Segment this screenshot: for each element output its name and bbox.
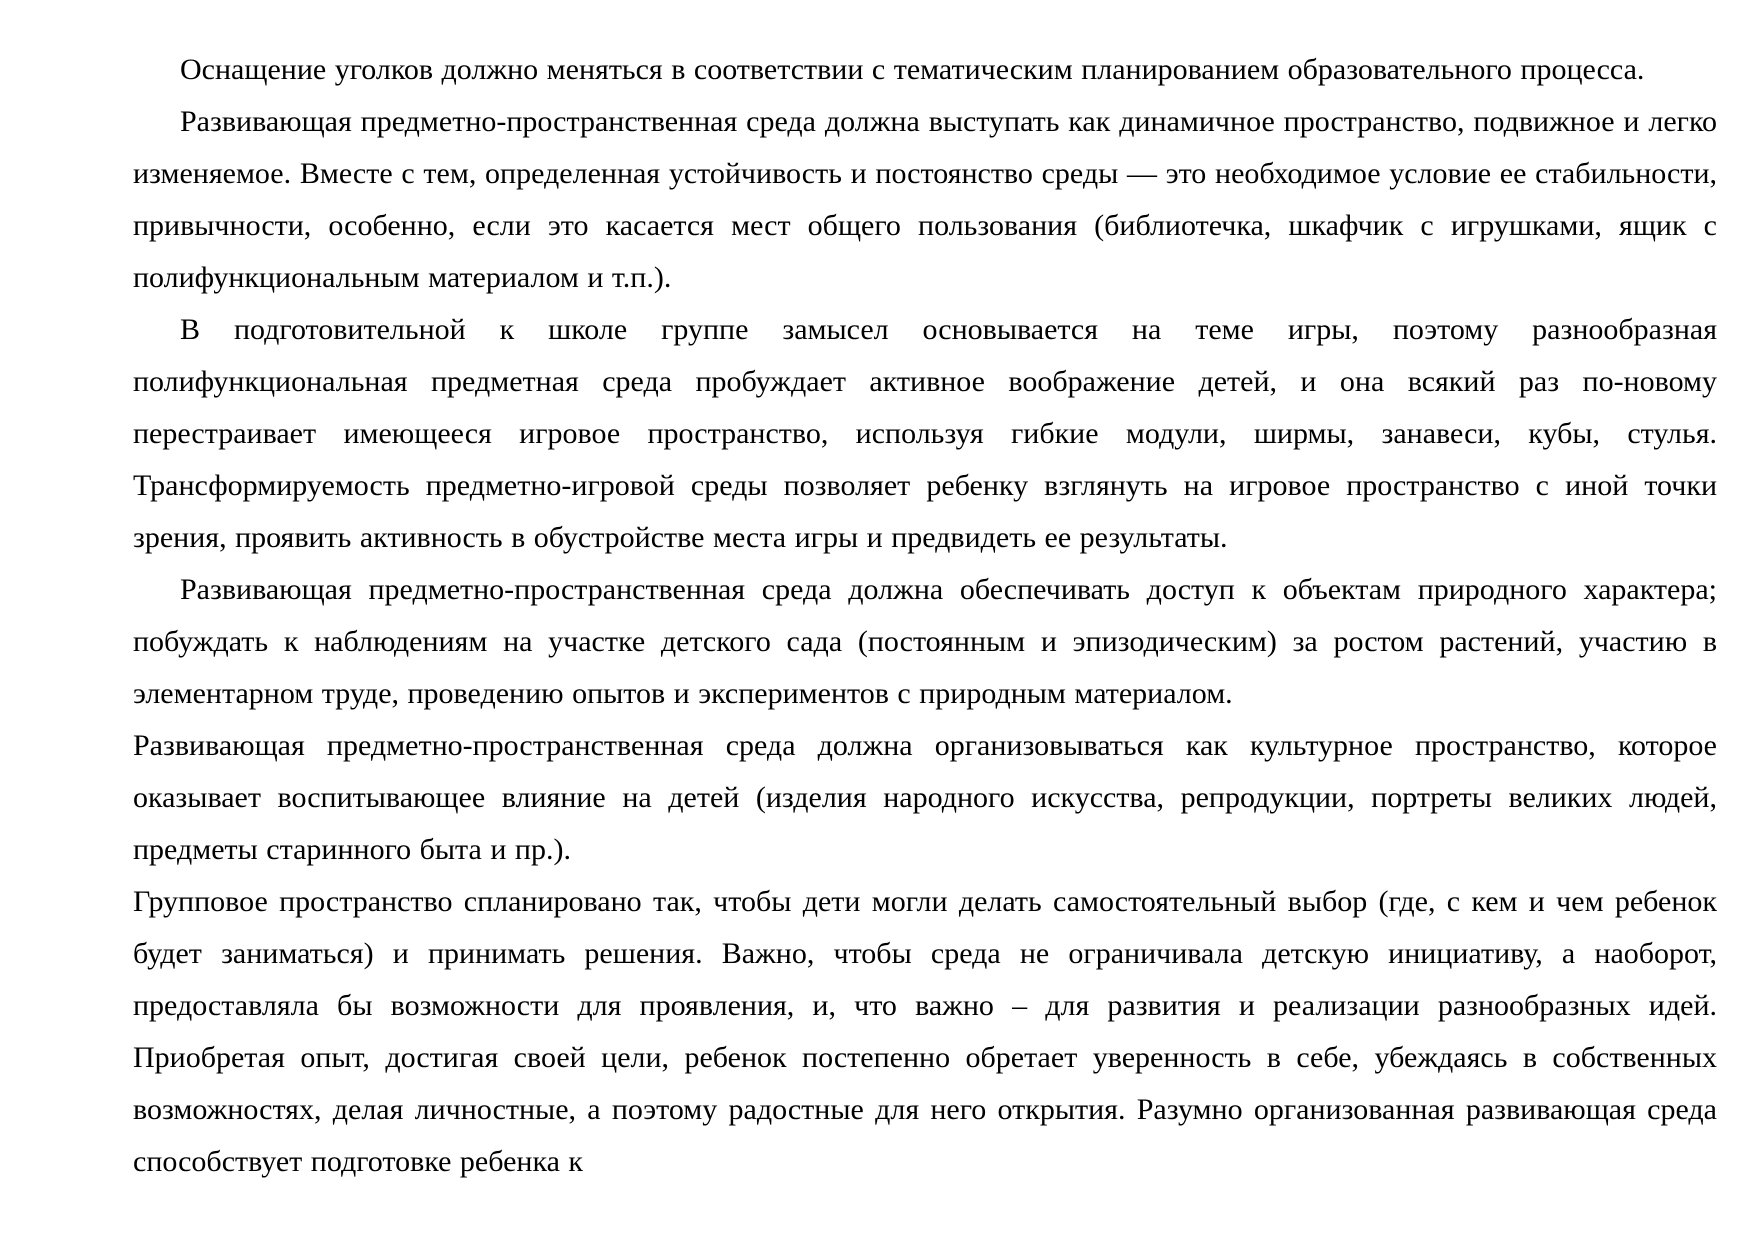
paragraph-equipment-of-corners: Оснащение уголков должно меняться в соответствии с тематическим планированием образовательного процесса.	[180, 53, 1645, 86]
paragraph-dynamic-space: Развивающая предметно-пространственная среда должна выступать как динамичное пространство, подвижное и легко изменяемое. Вместе с тем, определенная устойчивость и постоянство среды — это необходимое условие ее стабильности, привычности, особенно, если это касается мест общего пользования (библиотечка, шкафчик с игрушками, ящик с полифункциональным материалом и т.п.).	[133, 105, 1717, 294]
paragraph-natural-objects: Развивающая предметно-пространственная среда должна обеспечивать доступ к объектам природного характера; побуждать к наблюдениям на участке детского сада (постоянным и эпизодическим) за ростом растений, участию в элементарном труде, проведению опытов и экспериментов с природным материалом.	[133, 573, 1717, 710]
paragraph-cultural-space: Развивающая предметно-пространственная среда должна организовываться как культурное пространство, которое оказывает воспитывающее влияние на детей (изделия народного искусства, репродукции, портреты великих людей, предметы старинного быта и пр.).	[133, 729, 1717, 866]
paragraph-group-space: Групповое пространство спланировано так, чтобы дети могли делать самостоятельный выбор (где, с кем и чем ребенок будет заниматься) и принимать решения. Важно, чтобы среда не ограничивала детскую инициативу, а наоборот, предоставляла бы возможности для проявления, и, что важно – для развития и реализации разнообразных идей. Приобретая опыт, достигая своей цели, ребенок постепенно обретает уверенность в себе, убеждаясь в собственных возможностях, делая личностные, а поэтому радостные для него открытия. Разумно организованная развивающая среда способствует подготовке ребенка к	[133, 885, 1717, 1178]
paragraph-preparatory-group: В подготовительной к школе группе замысел основывается на теме игры, поэтому разнообразная полифункциональная предметная среда пробуждает активное воображение детей, и она всякий раз по-новому перестраивает имеющееся игровое пространство, используя гибкие модули, ширмы, занавеси, кубы, стулья. Трансформируемость предметно-игровой среды позволяет ребенку взглянуть на игровое пространство с иной точки зрения, проявить активность в обустройстве места игры и предвидеть ее результаты.	[133, 313, 1717, 554]
